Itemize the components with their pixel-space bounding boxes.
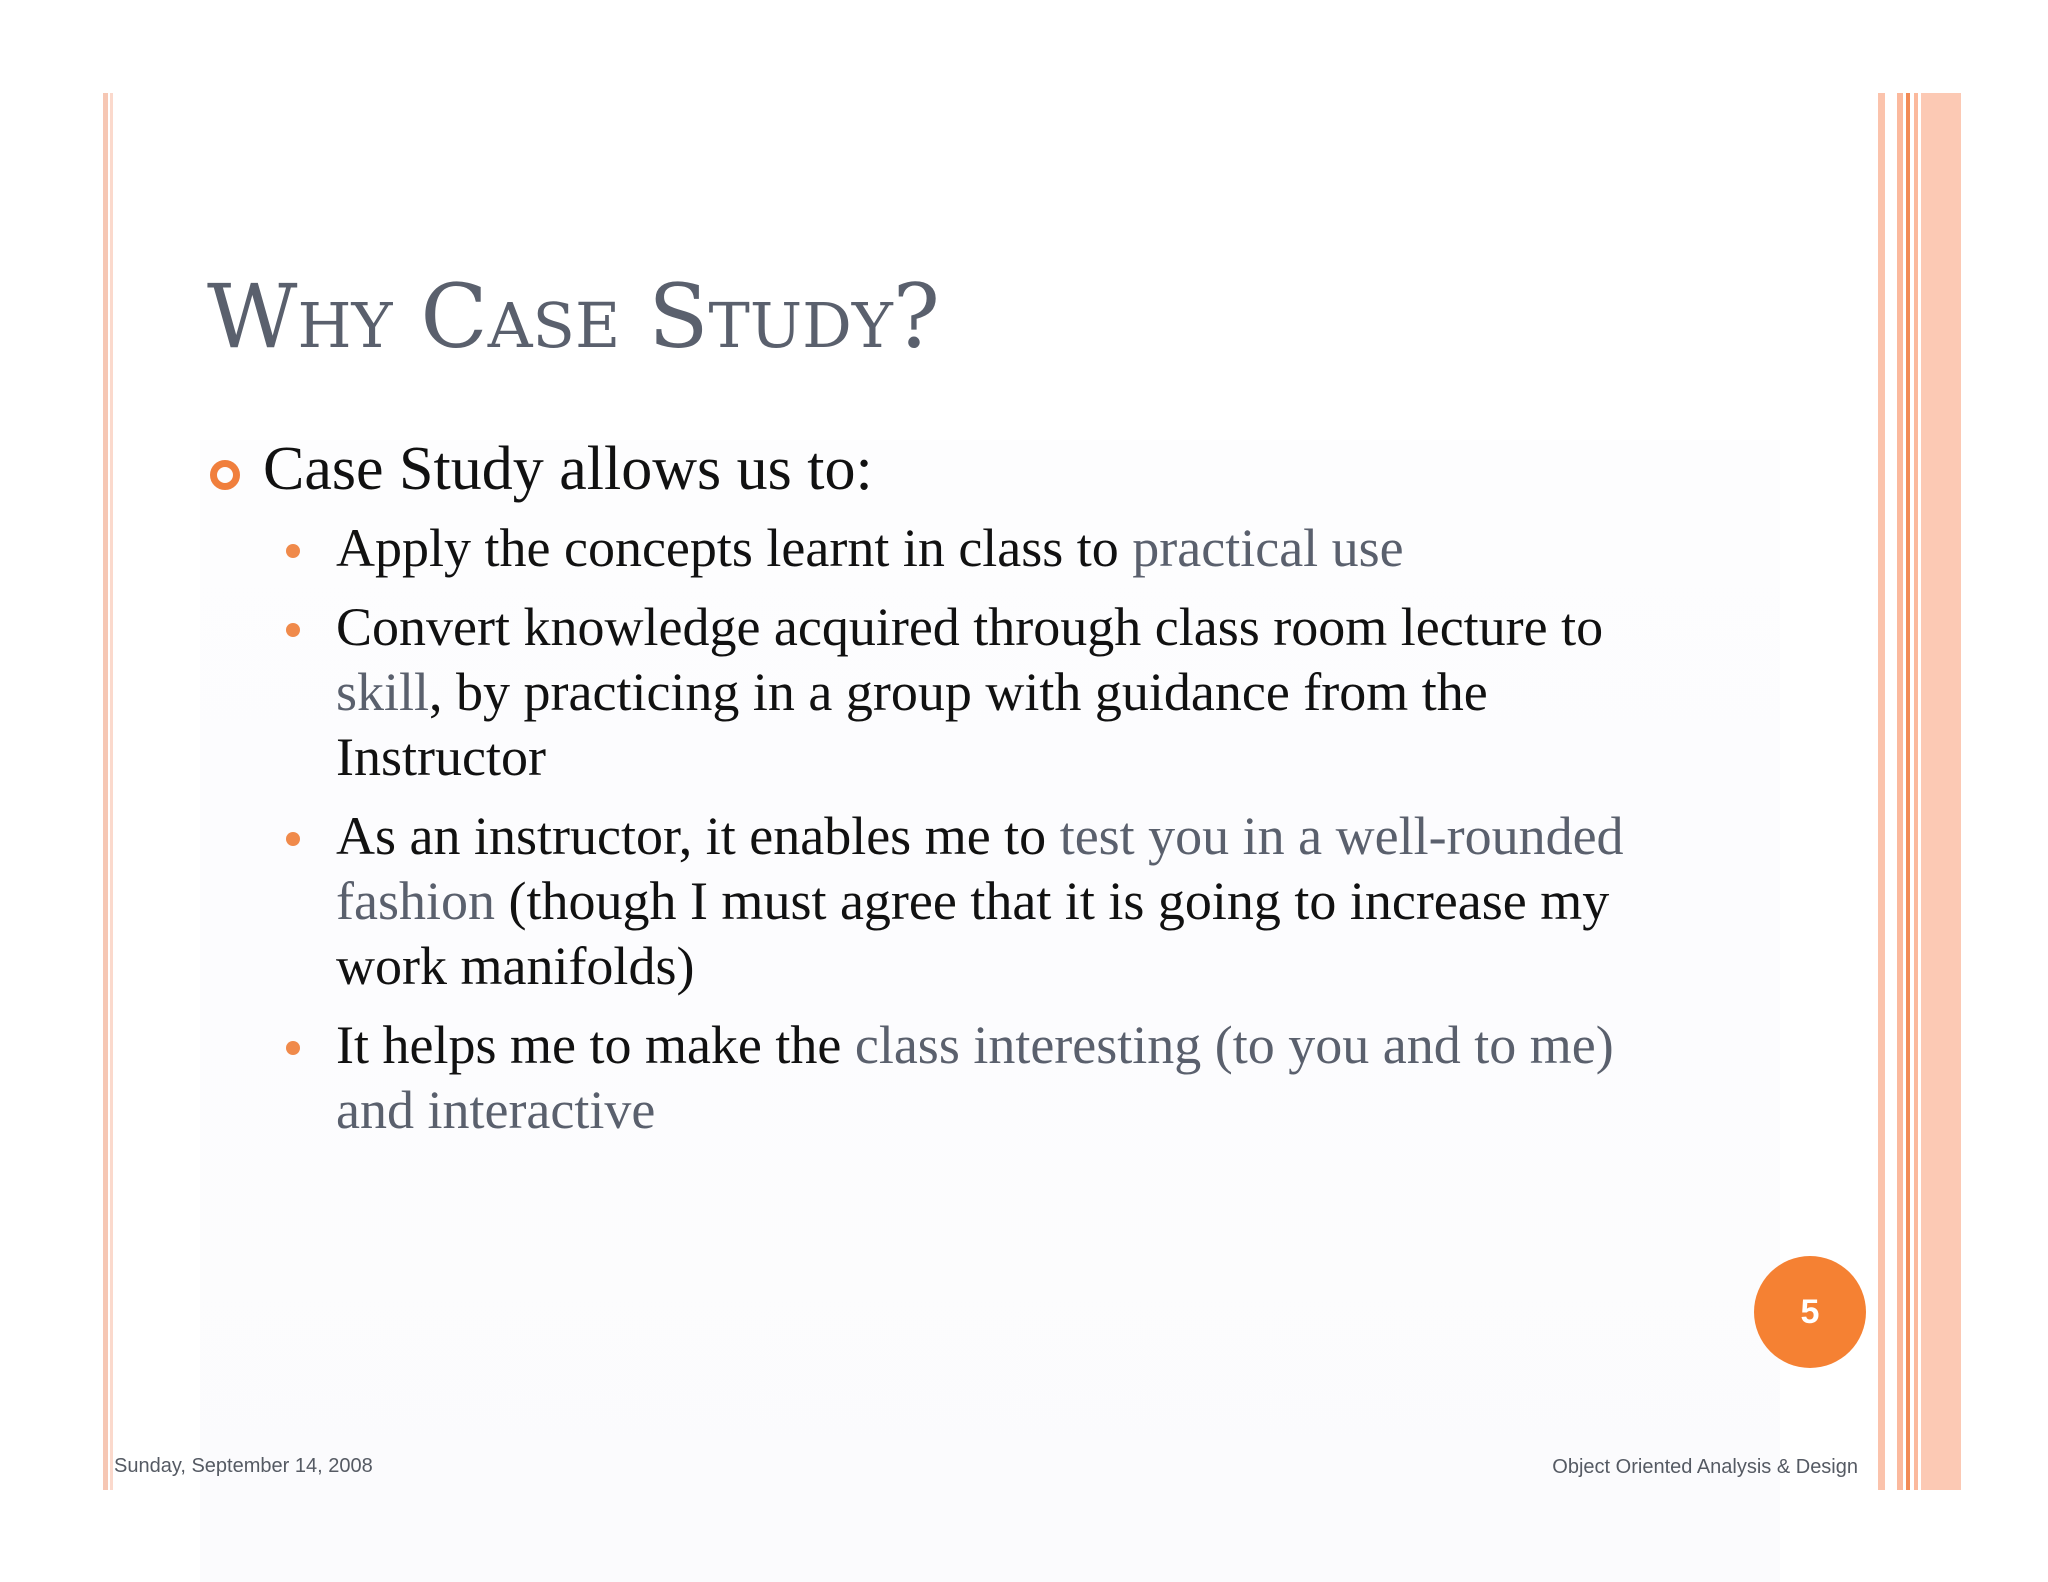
slide-title: Why Case Study?	[207, 265, 940, 368]
footer-date: Sunday, September 14, 2008	[114, 1455, 373, 1477]
right-border-line	[1878, 93, 1885, 1490]
bullet-text: (though I must agree that it is going to increase my work manifolds)	[336, 871, 1610, 996]
sub-bullet-list	[336, 516, 1696, 1157]
bullet-text: It helps me to make the	[336, 1015, 855, 1075]
dot-bullet-icon	[286, 623, 300, 637]
bullet-text: Apply the concepts learnt in class to	[336, 518, 1133, 578]
right-border-line	[1897, 93, 1903, 1490]
right-border-accent-line	[1906, 93, 1910, 1490]
sub-bullet-item	[336, 804, 1696, 999]
sub-bullet-item	[336, 516, 1696, 581]
ring-bullet-icon	[210, 460, 240, 490]
highlighted-text: test you in a well-rounded fashion	[336, 806, 1624, 931]
bullet-text: , by practicing in a group with guidance from the Instructor	[336, 662, 1488, 787]
page-number-badge: 5	[1754, 1256, 1866, 1368]
sub-bullet-item	[336, 595, 1696, 790]
left-border-line	[103, 93, 108, 1490]
bullet-text: As an instructor, it enables me to	[336, 806, 1060, 866]
highlighted-text: practical use	[1132, 518, 1404, 578]
dot-bullet-icon	[286, 544, 300, 558]
footer-course-title: Object Oriented Analysis & Design	[1552, 1456, 1858, 1478]
left-border-line-inner	[110, 93, 113, 1490]
right-border-panel	[1921, 93, 1961, 1490]
dot-bullet-icon	[286, 832, 300, 846]
right-border-line	[1914, 93, 1918, 1490]
dot-bullet-icon	[286, 1041, 300, 1055]
bullet-text: Convert knowledge acquired through class room lecture to	[336, 597, 1604, 657]
highlighted-text: class interesting (to you and to me) and interactive	[336, 1015, 1614, 1140]
highlighted-text: skill	[336, 662, 430, 722]
main-bullet-text: Case Study allows us to:	[263, 435, 873, 503]
sub-bullet-item	[336, 1013, 1696, 1143]
